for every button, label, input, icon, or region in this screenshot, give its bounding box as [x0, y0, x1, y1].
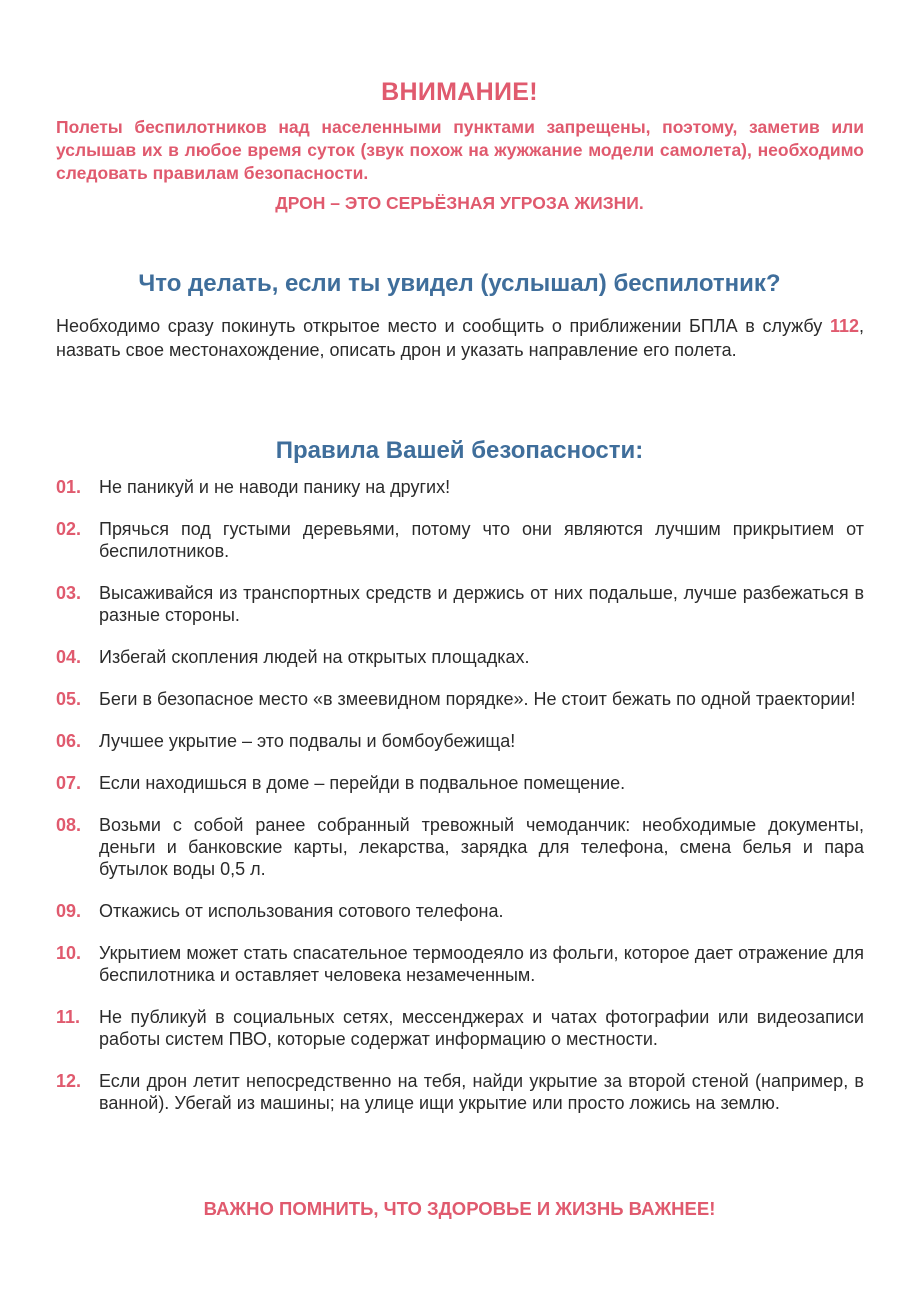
rule-text: Избегай скопления людей на открытых площадках. — [99, 647, 530, 667]
rule-text: Если дрон летит непосредственно на тебя, найди укрытие за второй стеной (например, в ванной). Убегай из машины; на улице ищи укрытие или просто ложись на землю. — [99, 1071, 864, 1113]
rule-number: 01. — [56, 477, 82, 497]
rule-number: 11. — [56, 1007, 81, 1027]
rule-text: Если находишься в доме – перейди в подвальное помещение. — [99, 773, 626, 793]
rule-number: 09. — [56, 901, 82, 921]
rule-item — [56, 518, 864, 562]
rule-item — [56, 942, 864, 986]
rule-number: 02. — [56, 519, 82, 539]
what-to-do-heading: Что делать, если ты увидел (услышал) беспилотник? — [138, 270, 781, 297]
rule-text: Откажись от использования сотового телефона. — [99, 901, 504, 921]
intro-text-after: , назвать свое местонахождение, описать дрон и указать направление его полета. — [56, 316, 864, 360]
rule-item — [56, 772, 864, 794]
rule-text: Высаживайся из транспортных средств и держись от них подальше, лучше разбежаться в разные стороны. — [99, 583, 864, 625]
intro-text-before: Необходимо сразу покинуть открытое место и сообщить о приближении БПЛА в службу — [56, 316, 830, 336]
rule-text: Укрытием может стать спасательное термоодеяло из фольги, которое дает отражение для беспилотника и оставляет человека незамеченным. — [99, 943, 864, 985]
rule-number: 08. — [56, 815, 82, 835]
rule-item — [56, 1006, 864, 1050]
rule-item — [56, 900, 864, 922]
rule-number: 05. — [56, 689, 82, 709]
rule-number: 03. — [56, 583, 82, 603]
rule-text: Прячься под густыми деревьями, потому что они являются лучшим прикрытием от беспилотников. — [99, 519, 864, 561]
emergency-phone-number: 112 — [829, 316, 859, 336]
important-note: ВАЖНО ПОМНИТЬ, ЧТО ЗДОРОВЬЕ И ЖИЗНЬ ВАЖНЕЕ! — [203, 1198, 716, 1219]
warning-title: ВНИМАНИЕ! — [381, 78, 538, 106]
rule-item — [56, 814, 864, 880]
rule-text: Лучшее укрытие – это подвалы и бомбоубежища! — [99, 731, 516, 751]
rule-text: Возьми с собой ранее собранный тревожный чемоданчик: необходимые документы, деньги и банковские карты, лекарства, зарядка для телефона, смена белья и пара бутылок воды 0,5 л. — [99, 815, 864, 879]
warning-text: Полеты беспилотников над населенными пунктами запрещены, поэтому, заметив или услышав их в любое время суток (звук похож на жужжание модели самолета), необходимо следовать правилам безопасности. — [56, 117, 864, 183]
rule-number: 06. — [56, 731, 82, 751]
rule-item — [56, 730, 864, 752]
what-to-do-text — [56, 314, 864, 362]
rule-item — [56, 646, 864, 668]
safety-rules-list — [56, 476, 864, 1134]
rule-item — [56, 476, 864, 498]
rule-text: Не публикуй в социальных сетях, мессенджерах и чатах фотографии или видеозаписи работы систем ПВО, которые содержат информацию о местности. — [99, 1007, 864, 1049]
warning-subtitle: ДРОН – ЭТО СЕРЬЁЗНАЯ УГРОЗА ЖИЗНИ. — [275, 193, 644, 213]
rule-item — [56, 1070, 864, 1114]
rule-text: Беги в безопасное место «в змеевидном порядке». Не стоит бежать по одной траектории! — [99, 689, 856, 709]
rule-text: Не паникуй и не наводи панику на других! — [99, 477, 451, 497]
rule-item — [56, 582, 864, 626]
rule-number: 12. — [56, 1071, 82, 1091]
rule-number: 10. — [56, 943, 82, 963]
safety-rules-heading: Правила Вашей безопасности: — [275, 437, 644, 464]
rule-number: 04. — [56, 647, 82, 667]
rule-number: 07. — [56, 773, 82, 793]
rule-item — [56, 688, 864, 710]
